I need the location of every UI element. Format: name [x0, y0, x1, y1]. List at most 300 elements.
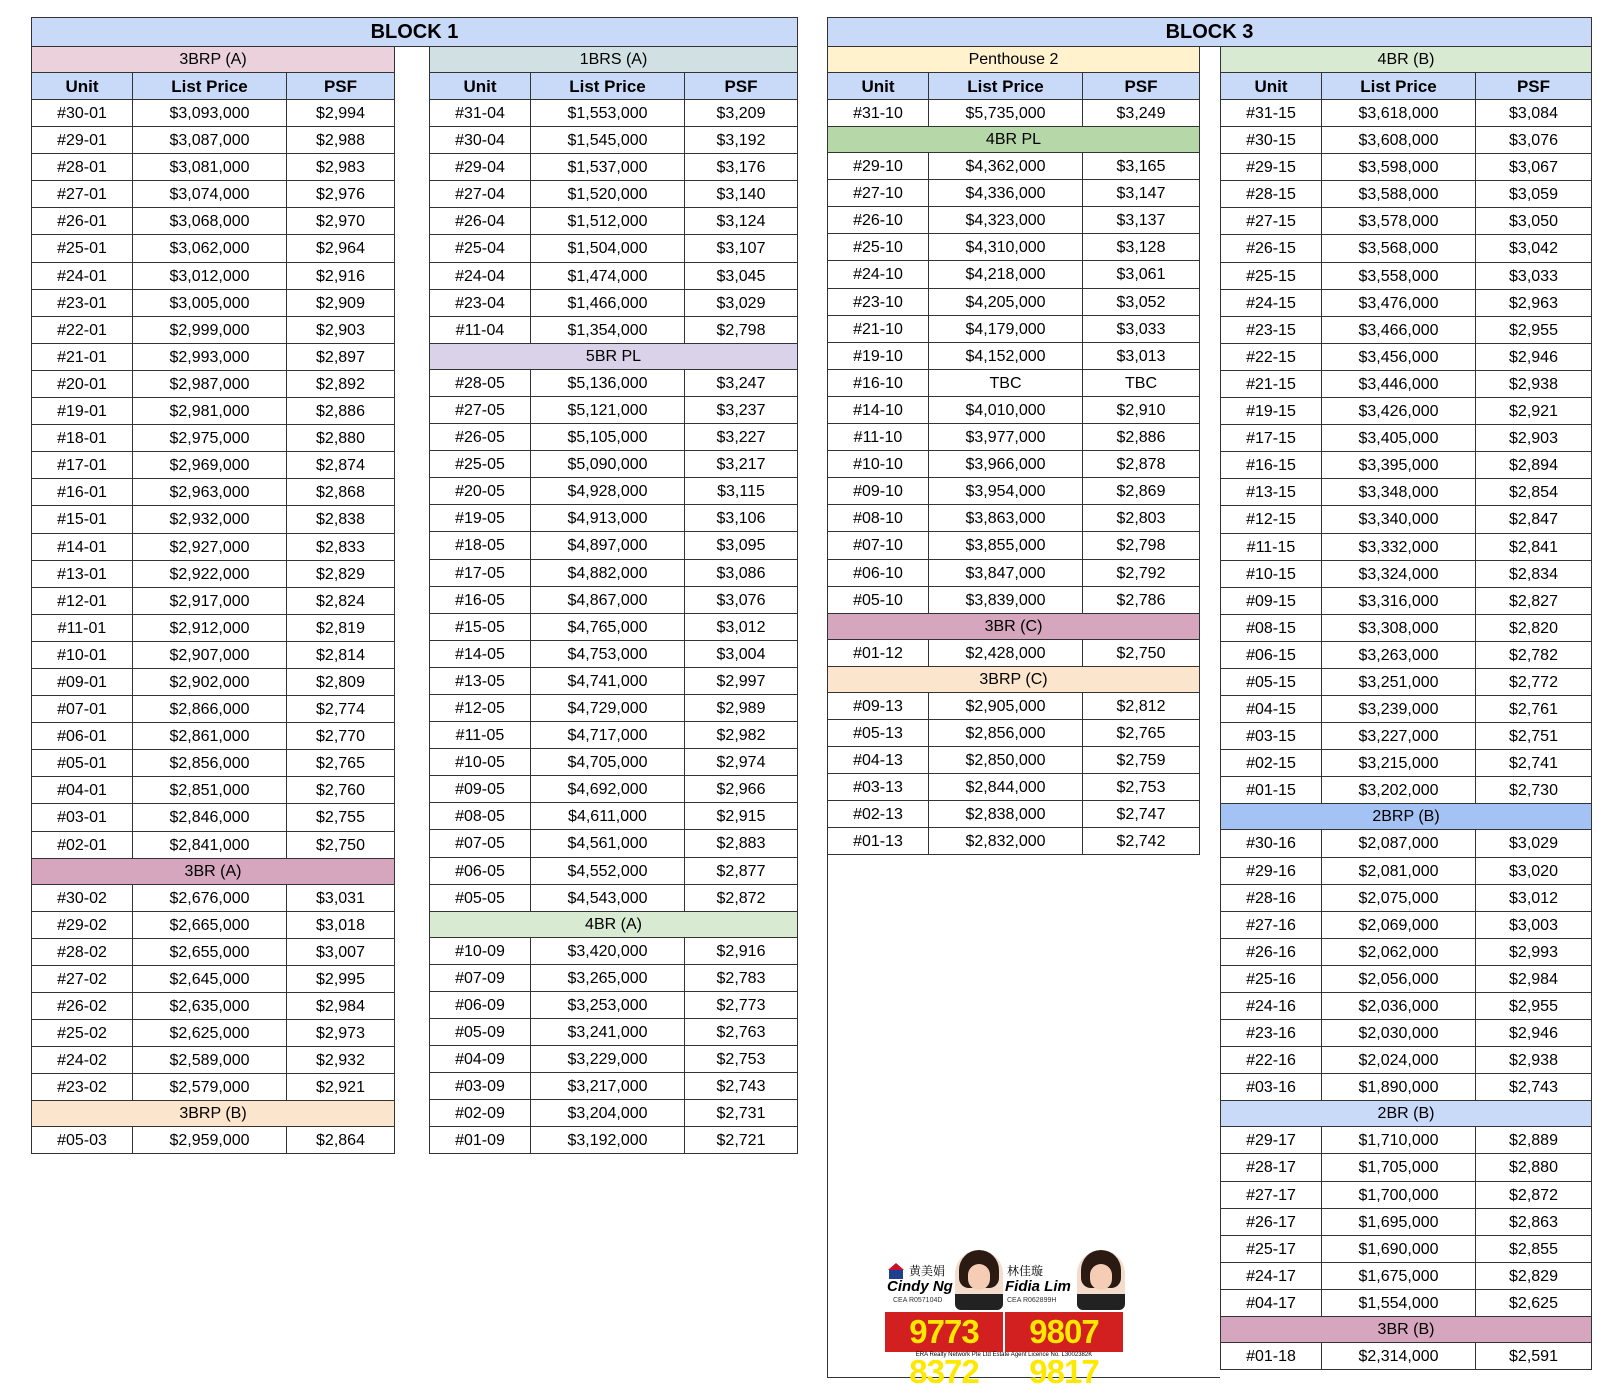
unit-number-cell: #28-16 [1221, 885, 1322, 911]
unit-number-cell: #16-05 [430, 587, 531, 613]
list-price-cell: $1,520,000 [531, 181, 685, 207]
unit-number-cell: #25-05 [430, 451, 531, 477]
table-row [430, 532, 797, 559]
psf-cell: $2,995 [316, 970, 365, 988]
psf-cell: $2,938 [1509, 1052, 1558, 1070]
unit-number-cell: #11-10 [828, 424, 929, 450]
list-price-cell: $2,851,000 [133, 777, 287, 803]
unit-number-cell: #27-17 [1221, 1182, 1322, 1208]
list-price-cell: $4,897,000 [531, 532, 685, 558]
table-row [430, 858, 797, 885]
unit-number-cell: #24-04 [430, 263, 531, 289]
psf-cell: $2,783 [716, 969, 766, 987]
list-price-cell: $4,152,000 [929, 343, 1083, 369]
psf-cell: $2,988 [316, 132, 365, 150]
unit-number-cell: #17-15 [1221, 425, 1322, 451]
list-price-cell: $3,251,000 [1322, 669, 1476, 695]
list-price-cell: $2,999,000 [133, 317, 287, 343]
list-price-cell: $3,308,000 [1322, 615, 1476, 641]
agent-1-phone: 9773 8372 [885, 1312, 1003, 1352]
table-row [1221, 1074, 1591, 1101]
psf-cell: $2,833 [316, 538, 365, 556]
psf-cell: $3,095 [716, 537, 766, 555]
psf-cell: $2,909 [316, 294, 365, 312]
unit-number-cell: #10-09 [430, 938, 531, 964]
table-row [32, 939, 394, 966]
psf-cell: $2,984 [1509, 970, 1558, 988]
psf-cell: $2,750 [1116, 644, 1166, 662]
agent-1-photo [955, 1250, 1003, 1310]
psf-cell: $2,753 [716, 1051, 766, 1069]
unit-number-cell: #10-01 [32, 642, 133, 668]
list-price-cell: $1,466,000 [531, 290, 685, 316]
unit-number-cell: #25-15 [1221, 263, 1322, 289]
list-price-cell: $1,504,000 [531, 235, 685, 261]
table-row [1221, 588, 1591, 615]
table-row [430, 397, 797, 424]
table-row [32, 425, 394, 452]
psf-cell: $3,086 [716, 564, 766, 582]
unit-number-cell: #26-15 [1221, 235, 1322, 261]
psf-cell: $3,217 [716, 456, 766, 474]
psf-cell: $3,107 [716, 240, 766, 258]
unit-number-cell: #01-12 [828, 640, 929, 666]
table-row [32, 669, 394, 696]
table-row [430, 641, 797, 668]
unit-number-cell: #05-13 [828, 720, 929, 746]
psf-cell: $2,786 [1116, 591, 1166, 609]
unit-type-section-title: 5BR PL [430, 344, 797, 370]
unit-number-cell: #05-10 [828, 587, 929, 613]
psf-cell: $3,018 [316, 916, 365, 934]
psf-cell: $2,864 [316, 1132, 365, 1150]
list-price-cell: $2,838,000 [929, 801, 1083, 827]
table-row [430, 749, 797, 776]
agent-1-name: Cindy Ng [887, 1278, 953, 1295]
unit-number-cell: #17-05 [430, 560, 531, 586]
list-price-cell: $3,062,000 [133, 235, 287, 261]
list-price-cell: TBC [929, 370, 1083, 396]
unit-number-cell: #22-01 [32, 317, 133, 343]
psf-cell: TBC [1125, 374, 1157, 392]
table-row [1221, 100, 1591, 127]
unit-number-cell: #03-01 [32, 804, 133, 830]
psf-cell: $3,192 [716, 132, 766, 150]
psf-column-header: PSF [1124, 77, 1158, 96]
psf-cell: $2,798 [716, 321, 766, 339]
psf-cell: $2,763 [716, 1024, 766, 1041]
unit-number-cell: #23-16 [1221, 1020, 1322, 1046]
unit-number-cell: #11-04 [430, 317, 531, 343]
table-row [1221, 452, 1591, 479]
table-row [430, 614, 797, 641]
unit-number-cell: #29-10 [828, 153, 929, 179]
list-price-cell: $3,324,000 [1322, 561, 1476, 587]
list-price-cell: $3,316,000 [1322, 588, 1476, 614]
table-row [1221, 398, 1591, 425]
psf-cell: $2,760 [316, 782, 365, 800]
list-price-cell: $4,717,000 [531, 722, 685, 748]
unit-type-section-title: 1BRS (A) [430, 47, 797, 73]
unit-number-cell: #29-17 [1221, 1127, 1322, 1153]
unit-number-cell: #09-13 [828, 693, 929, 719]
unit-number-cell: #26-17 [1221, 1209, 1322, 1235]
table-row [32, 154, 394, 181]
psf-cell: $3,176 [716, 159, 766, 177]
unit-number-cell: #16-01 [32, 479, 133, 505]
unit-number-cell: #25-17 [1221, 1236, 1322, 1262]
unit-number-cell: #02-01 [32, 832, 133, 858]
unit-number-cell: #25-02 [32, 1020, 133, 1046]
table-row [828, 234, 1199, 261]
table-row [32, 290, 394, 317]
list-price-cell: $4,323,000 [929, 207, 1083, 233]
psf-cell: $3,031 [316, 889, 365, 907]
list-price-cell: $4,928,000 [531, 478, 685, 504]
list-price-cell: $3,395,000 [1322, 452, 1476, 478]
unit-type-section-title: 3BRP (A) [32, 47, 394, 73]
table-row [32, 561, 394, 588]
psf-cell: $2,819 [316, 619, 365, 637]
unit-number-cell: #02-09 [430, 1100, 531, 1126]
list-price-cell: $3,239,000 [1322, 696, 1476, 722]
unit-number-cell: #24-15 [1221, 290, 1322, 316]
table-row [430, 505, 797, 532]
psf-cell: $3,050 [1509, 213, 1558, 231]
table-row [430, 992, 797, 1019]
table-row [430, 965, 797, 992]
unit-number-cell: #26-01 [32, 208, 133, 234]
unit-number-cell: #11-01 [32, 615, 133, 641]
block-title: BLOCK 3 [827, 17, 1592, 47]
psf-cell: $2,765 [1116, 724, 1166, 742]
unit-number-cell: #01-09 [430, 1127, 531, 1153]
table-row [1221, 966, 1591, 993]
list-price-cell: $1,553,000 [531, 100, 685, 126]
psf-cell: $3,115 [717, 483, 765, 501]
psf-cell: $3,140 [716, 186, 766, 204]
psf-cell: $3,124 [716, 213, 766, 231]
list-price-cell: $3,265,000 [531, 965, 685, 991]
list-price-cell: $3,558,000 [1322, 263, 1476, 289]
list-price-cell: $4,552,000 [531, 858, 685, 884]
psf-cell: $3,012 [1509, 889, 1558, 907]
psf-cell: $2,814 [316, 646, 365, 664]
table-row [32, 750, 394, 777]
unit-number-cell: #05-01 [32, 750, 133, 776]
psf-cell: $2,878 [1116, 456, 1166, 474]
table-row [430, 722, 797, 749]
psf-cell: $2,803 [1116, 510, 1166, 528]
unit-number-cell: #29-01 [32, 127, 133, 153]
list-price-cell: $4,179,000 [929, 316, 1083, 342]
table-row [32, 344, 394, 371]
psf-cell: $2,743 [1509, 1079, 1558, 1097]
table-row [828, 720, 1199, 747]
list-price-cell: $3,839,000 [929, 587, 1083, 613]
psf-cell: $3,029 [1509, 835, 1558, 853]
unit-number-cell: #04-01 [32, 777, 133, 803]
unit-number-cell: #27-10 [828, 180, 929, 206]
unit-type-section-title: 3BRP (C) [828, 667, 1199, 693]
table-row [32, 100, 394, 127]
table-row [828, 532, 1199, 559]
table-row [32, 966, 394, 993]
list-price-cell: $4,705,000 [531, 749, 685, 775]
list-price-cell: $2,981,000 [133, 398, 287, 424]
psf-cell: $2,903 [316, 321, 365, 339]
psf-cell: $2,855 [1509, 1240, 1558, 1258]
list-price-cell: $1,545,000 [531, 127, 685, 153]
psf-cell: $2,892 [316, 375, 365, 393]
table-row [430, 370, 797, 397]
list-price-cell: $3,012,000 [133, 263, 287, 289]
unit-number-cell: #12-01 [32, 588, 133, 614]
psf-cell: $2,916 [716, 942, 766, 960]
psf-cell: $2,903 [1509, 430, 1558, 448]
list-price-cell: $2,024,000 [1322, 1047, 1476, 1073]
list-price-cell: $2,912,000 [133, 615, 287, 641]
table-row [1221, 939, 1591, 966]
table-row [828, 828, 1199, 855]
psf-cell: $2,938 [1509, 375, 1558, 393]
list-price-cell: $3,476,000 [1322, 290, 1476, 316]
table-row [430, 263, 797, 290]
psf-cell: $2,798 [1116, 537, 1166, 555]
list-price-cell: $4,543,000 [531, 885, 685, 911]
table-row [430, 776, 797, 803]
table-row [1221, 208, 1591, 235]
unit-number-cell: #04-15 [1221, 696, 1322, 722]
table-row [32, 993, 394, 1020]
table-row [1221, 479, 1591, 506]
list-price-cell: $2,036,000 [1322, 993, 1476, 1019]
unit-number-cell: #11-05 [430, 722, 531, 748]
table-row [32, 1020, 394, 1047]
table-row [1221, 344, 1591, 371]
list-price-cell: $5,121,000 [531, 397, 685, 423]
table-row [1221, 858, 1591, 885]
list-price-cell: $2,902,000 [133, 669, 287, 695]
table-row [1221, 912, 1591, 939]
unit-number-cell: #29-02 [32, 912, 133, 938]
unit-number-cell: #12-15 [1221, 506, 1322, 532]
block-3-left-border [827, 47, 828, 1377]
list-price-cell: $2,635,000 [133, 993, 287, 1019]
unit-number-cell: #22-16 [1221, 1047, 1322, 1073]
list-price-cell: $2,056,000 [1322, 966, 1476, 992]
table-row [32, 398, 394, 425]
unit-number-cell: #24-10 [828, 261, 929, 287]
unit-number-cell: #31-10 [828, 100, 929, 126]
psf-cell: $2,773 [716, 996, 766, 1014]
psf-cell: $2,591 [1509, 1348, 1558, 1366]
table-row [32, 371, 394, 398]
list-price-cell: $3,420,000 [531, 938, 685, 964]
psf-cell: $2,874 [316, 457, 365, 475]
table-row [1221, 1020, 1591, 1047]
psf-cell: $2,742 [1116, 833, 1166, 851]
unit-number-cell: #23-01 [32, 290, 133, 316]
list-price-cell: $2,081,000 [1322, 858, 1476, 884]
table-row [430, 1100, 797, 1127]
list-price-cell: $2,625,000 [133, 1020, 287, 1046]
table-row [430, 181, 797, 208]
table-row [430, 127, 797, 154]
table-row [1221, 696, 1591, 723]
list-price-cell: $4,205,000 [929, 289, 1083, 315]
psf-cell: $2,976 [316, 186, 365, 204]
table-row [430, 235, 797, 262]
list-price-cell: $2,846,000 [133, 804, 287, 830]
unit-number-cell: #25-04 [430, 235, 531, 261]
psf-column-header: PSF [1516, 77, 1551, 96]
psf-cell: $2,809 [316, 673, 365, 691]
list-price-cell: $3,598,000 [1322, 154, 1476, 180]
unit-type-section-title: 2BRP (B) [1221, 804, 1591, 830]
psf-cell: $3,237 [716, 401, 766, 419]
list-price-column-header: List Price [929, 73, 1083, 99]
list-price-cell: $2,665,000 [133, 912, 287, 938]
list-price-cell: $2,655,000 [133, 939, 287, 965]
psf-cell: $3,165 [1116, 158, 1166, 176]
unit-number-cell: #27-01 [32, 181, 133, 207]
table-row [32, 452, 394, 479]
list-price-cell: $3,215,000 [1322, 750, 1476, 776]
psf-cell: $3,012 [716, 618, 766, 636]
table-row [1221, 561, 1591, 588]
table-row [1221, 1047, 1591, 1074]
list-price-cell: $1,700,000 [1322, 1182, 1476, 1208]
agent-1-cea: CEA R057104D [893, 1297, 943, 1304]
unit-number-cell: #10-15 [1221, 561, 1322, 587]
list-price-cell: $2,993,000 [133, 344, 287, 370]
list-price-cell: $1,695,000 [1322, 1209, 1476, 1235]
list-price-cell: $1,354,000 [531, 317, 685, 343]
list-price-cell: $3,227,000 [1322, 723, 1476, 749]
table-row [828, 397, 1199, 424]
psf-cell: $3,033 [1509, 267, 1558, 285]
table-row [828, 180, 1199, 207]
list-price-cell: $2,856,000 [133, 750, 287, 776]
unit-number-cell: #09-15 [1221, 588, 1322, 614]
list-price-cell: $2,069,000 [1322, 912, 1476, 938]
psf-cell: $3,033 [1116, 320, 1166, 338]
table-row [1221, 1290, 1591, 1317]
unit-number-cell: #28-15 [1221, 181, 1322, 207]
table-row [1221, 154, 1591, 181]
table-row [32, 615, 394, 642]
table-row [430, 317, 797, 344]
psf-cell: $2,869 [1116, 483, 1166, 501]
list-price-cell: $3,977,000 [929, 424, 1083, 450]
table-row [32, 912, 394, 939]
psf-cell: $2,741 [1509, 755, 1558, 773]
list-price-cell: $4,867,000 [531, 587, 685, 613]
psf-cell: $3,059 [1509, 186, 1558, 204]
table-row [1221, 181, 1591, 208]
table-row [430, 154, 797, 181]
psf-cell: $2,973 [316, 1025, 365, 1043]
unit-number-cell: #26-04 [430, 208, 531, 234]
table-row [1221, 425, 1591, 452]
unit-number-cell: #02-15 [1221, 750, 1322, 776]
list-price-cell: $1,890,000 [1322, 1074, 1476, 1100]
list-price-cell: $3,608,000 [1322, 127, 1476, 153]
table-row [1221, 1209, 1591, 1236]
list-price-cell: $1,474,000 [531, 263, 685, 289]
table-row [430, 1073, 797, 1100]
table-row [32, 642, 394, 669]
block-3-bottom-border [827, 1377, 1220, 1378]
list-price-cell: $1,675,000 [1322, 1263, 1476, 1289]
list-price-cell: $2,861,000 [133, 723, 287, 749]
unit-number-cell: #01-15 [1221, 777, 1322, 803]
psf-cell: $2,829 [316, 565, 365, 583]
list-price-cell: $2,428,000 [929, 640, 1083, 666]
table-row [32, 588, 394, 615]
list-price-cell: $3,847,000 [929, 560, 1083, 586]
psf-cell: $3,004 [716, 645, 766, 663]
list-price-cell: $4,336,000 [929, 180, 1083, 206]
table-row [828, 747, 1199, 774]
table-row [32, 506, 394, 533]
table-row [430, 938, 797, 965]
psf-cell: $3,249 [1116, 105, 1166, 122]
list-price-cell: $2,841,000 [133, 832, 287, 858]
list-price-cell: $2,645,000 [133, 966, 287, 992]
list-price-column-header: List Price [133, 73, 287, 99]
table-row [828, 587, 1199, 614]
unit-number-cell: #03-15 [1221, 723, 1322, 749]
psf-cell: $2,847 [1509, 511, 1558, 529]
unit-number-cell: #07-05 [430, 830, 531, 856]
table-row [32, 181, 394, 208]
list-price-cell: $3,202,000 [1322, 777, 1476, 803]
psf-cell: $2,868 [316, 484, 365, 502]
list-price-cell: $3,074,000 [133, 181, 287, 207]
unit-number-cell: #23-04 [430, 290, 531, 316]
agent-2-chinese-name: 林佳璇 [1007, 1264, 1044, 1278]
list-price-cell: $1,710,000 [1322, 1127, 1476, 1153]
unit-number-cell: #05-09 [430, 1019, 531, 1045]
unit-number-cell: #27-04 [430, 181, 531, 207]
unit-number-cell: #30-15 [1221, 127, 1322, 153]
list-price-cell: $3,217,000 [531, 1073, 685, 1099]
psf-cell: $3,076 [716, 591, 766, 609]
table-row [1221, 371, 1591, 398]
table-row [32, 208, 394, 235]
list-price-cell: $2,907,000 [133, 642, 287, 668]
table-row [430, 1127, 797, 1154]
unit-number-cell: #07-10 [828, 532, 929, 558]
unit-number-cell: #16-10 [828, 370, 929, 396]
table-row [430, 478, 797, 505]
list-price-cell: $5,136,000 [531, 370, 685, 396]
psf-cell: $2,863 [1509, 1213, 1558, 1231]
unit-number-cell: #04-09 [430, 1046, 531, 1072]
psf-cell: $2,841 [1509, 538, 1558, 556]
list-price-cell: $2,969,000 [133, 452, 287, 478]
psf-cell: $2,761 [1509, 701, 1558, 719]
table-row [32, 804, 394, 831]
psf-cell: $2,834 [1509, 565, 1558, 583]
list-price-cell: $3,578,000 [1322, 208, 1476, 234]
psf-cell: $3,209 [716, 105, 766, 122]
psf-cell: $2,755 [316, 809, 365, 827]
psf-cell: $2,743 [716, 1078, 766, 1096]
table-row [828, 560, 1199, 587]
